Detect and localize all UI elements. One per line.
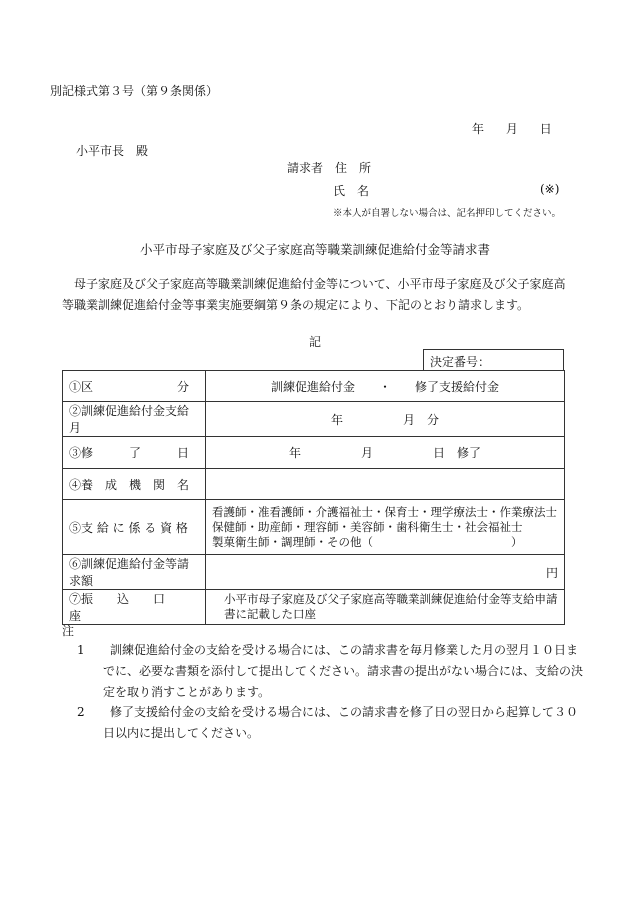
table-row — [63, 555, 565, 590]
qualification-field[interactable] — [206, 500, 565, 555]
applicant-address-label: 請求者 住 所 — [287, 161, 372, 175]
table-row — [63, 437, 565, 469]
note-item — [77, 640, 587, 703]
bank-account-field — [206, 590, 565, 625]
date-month-label: 月 — [505, 122, 518, 136]
category-field[interactable]: 訓練促進給付金 ・ 修了支援給付金 — [206, 371, 565, 402]
note-number: 1 — [77, 643, 85, 657]
row-label-category: ①区 分 — [63, 371, 206, 402]
bank-account-line: 書に記載した口座 — [224, 607, 316, 621]
body-text: 母子家庭及び父子家庭高等職業訓練促進給付金等について、小平市母子家庭及び父子家庭高等職業訓練促進給付金等事業実施要綱第９条の規定により、下記のとおり請求します。 — [62, 277, 566, 312]
institution-field[interactable] — [206, 469, 565, 500]
bank-account-line: 小平市母子家庭及び父子家庭高等職業訓練促進給付金等支給申請 — [224, 592, 558, 606]
note-item — [77, 702, 587, 744]
note-text: 訓練促進給付金の支給を受ける場合には、この請求書を毎月修業した月の翌月１０日までに、必要な書類を添付して提出してください。請求書の提出がない場合には、支給の決定を取り消すことがあります。 — [103, 643, 584, 699]
seal-mark: (※) — [540, 182, 560, 196]
row-label-qualification: ⑤支 給 に 係 る 資 格 — [63, 500, 206, 555]
claim-table — [62, 370, 565, 625]
payment-month-field[interactable]: 年 月 分 — [206, 402, 565, 437]
table-row — [63, 469, 565, 500]
table-row — [63, 590, 565, 625]
table-row — [63, 500, 565, 555]
claim-amount-field[interactable]: 円 — [206, 555, 565, 590]
notes-heading: 注 — [62, 624, 75, 638]
decision-number-field[interactable] — [423, 349, 564, 371]
document-title: 小平市母子家庭及び父子家庭高等職業訓練促進給付金等請求書 — [139, 242, 490, 257]
qualification-line: 看護師・准看護師・介護福祉士・保育士・理学療法士・作業療法士 — [212, 504, 557, 519]
date-line — [472, 120, 570, 137]
qualification-line: 保健師・助産師・理容師・美容師・歯科衛生士・社会福祉士 — [212, 519, 523, 534]
note-number: 2 — [77, 705, 85, 719]
row-label-institution: ④養 成 機 関 名 — [63, 469, 206, 500]
ki-label: 記 — [308, 335, 321, 349]
decision-number-label: 決定番号： — [430, 355, 491, 369]
qualification-line: 製菓衛生師・調理師・その他（ ） — [212, 534, 523, 549]
self-sign-note: ※本人が自署しない場合は、記名押印してください。 — [333, 208, 562, 219]
table-row — [63, 371, 565, 402]
table-row — [63, 402, 565, 437]
addressee: 小平市長 殿 — [76, 144, 149, 158]
note-text: 修了支援給付金の支給を受ける場合には、この請求書を修了日の翌日から起算して３０日以内に提出してください。 — [103, 705, 579, 740]
row-label-payment-month: ②訓練促進給付金支給月 — [63, 402, 206, 437]
form-label: 別記様式第３号（第９条関係） — [50, 84, 219, 98]
applicant-name-label: 氏 名 — [333, 184, 370, 198]
row-label-bank-account: ⑦振 込 口 座 — [63, 590, 206, 625]
completion-date-field[interactable]: 年 月 日 修了 — [206, 437, 565, 469]
row-label-completion-date: ③修 了 日 — [63, 437, 206, 469]
date-year-label: 年 — [472, 122, 485, 136]
date-day-label: 日 — [539, 122, 552, 136]
row-label-claim-amount: ⑥訓練促進給付金等請求額 — [63, 555, 206, 590]
